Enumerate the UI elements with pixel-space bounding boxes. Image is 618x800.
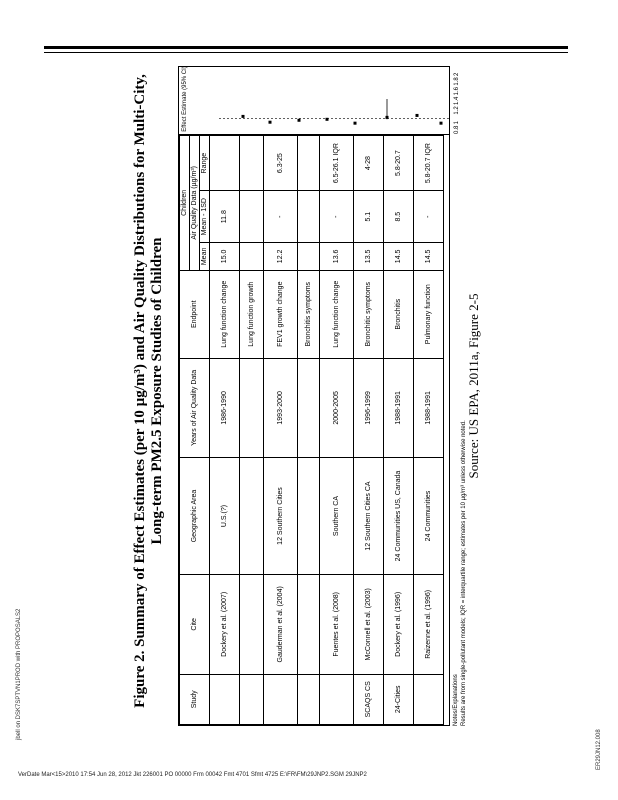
cell-study [210, 674, 240, 724]
cell-area: Southern CA [320, 457, 354, 574]
cell-study [414, 674, 444, 724]
axis-tick-label: 1.2 [454, 106, 460, 115]
table-row [384, 136, 414, 725]
cell-area: 12 Southern Cities [264, 457, 298, 574]
cell-area: 24 Communities US, Canada [384, 457, 414, 574]
col-children: Children [180, 136, 190, 271]
cell-years: 1996-1999 [354, 358, 384, 457]
table-row [354, 136, 384, 725]
cell-study [320, 674, 354, 724]
table-row [264, 136, 298, 725]
figure-table-box [178, 66, 450, 726]
point-estimate [440, 122, 443, 125]
cell-endpoint: FEV1 growth change [264, 270, 298, 358]
axis-tick-label: 1.6 [454, 87, 460, 96]
cell-mean-sd [298, 191, 320, 243]
cell-range: 4-28 [354, 136, 384, 191]
cell-endpoint: Pulmonary function [414, 270, 444, 358]
cell-endpoint: Lung function change [320, 270, 354, 358]
cell-mean-sd: - [414, 191, 444, 243]
point-estimate [354, 122, 357, 125]
table-row [210, 136, 240, 725]
table-row [240, 136, 264, 725]
cell-study [298, 674, 320, 724]
cell-cite: Fuentes et al. (2008) [320, 575, 354, 675]
cell-cite: Dockery et al. (1996) [384, 575, 414, 675]
cell-cite: Gauderman et al. (2004) [264, 575, 298, 675]
axis-tick-label: 0.8 [454, 125, 460, 134]
cell-study: SCAQS CS [354, 674, 384, 724]
source-line: Source: US EPA, 2011a, Figure 2-5 [466, 293, 481, 479]
cell-endpoint: Lung function growth [240, 270, 264, 358]
cell-mean: 13.5 [354, 243, 384, 271]
effect-table [179, 135, 444, 725]
side-note-right: ER29JN12.008 [596, 729, 602, 770]
cell-mean: 12.2 [264, 243, 298, 271]
side-note-left: jbell on DSK7SPTVN1PROD with PROPOSALS2 [16, 608, 22, 740]
figure-title: Figure 2. Summary of Effect Estimates (per 10 µg/m³) and Air Quality Distributions for Multi-City, Long-term PM2.5 Exposure Studies of Children [132, 74, 165, 708]
axis-tick-label: 1.4 [454, 96, 460, 105]
cell-area: 12 Southern Cities CA [354, 457, 384, 574]
cell-mean-sd: 11.8 [210, 191, 240, 243]
cell-mean [240, 243, 264, 271]
cell-study: 24-Cities [384, 674, 414, 724]
cell-mean: 13.6 [320, 243, 354, 271]
footnote-text: Results are from single-pollutant models; IQR = interquartile range; estimates per 10 µg/m³ unless otherwise noted. [461, 420, 467, 726]
cell-mean-sd: 5.1 [354, 191, 384, 243]
cell-area: U.S.(?) [210, 457, 240, 574]
cell-years [298, 358, 320, 457]
cell-years: 1988-1991 [414, 358, 444, 457]
cell-endpoint: Lung function change [210, 270, 240, 358]
col-endpoint: Endpoint [180, 270, 210, 358]
point-estimate [326, 118, 329, 121]
cell-study [264, 674, 298, 724]
cell-years: 1986-1990 [210, 358, 240, 457]
col-range: Range [200, 136, 210, 191]
col-mean: Mean [200, 243, 210, 271]
cell-range: 6.3-25 [264, 136, 298, 191]
rotated-figure [132, 46, 481, 726]
cell-endpoint: Bronchitis [384, 270, 414, 358]
col-area: Geographic Area [180, 457, 210, 574]
point-estimate [242, 115, 245, 118]
cell-mean: 14.5 [384, 243, 414, 271]
cell-range [240, 136, 264, 191]
cell-mean-sd [240, 191, 264, 243]
col-cite: Cite [180, 575, 210, 675]
cell-range: 5.8-20.7 IQR [414, 136, 444, 191]
col-aq: Air Quality Data (µg/m³) [190, 136, 200, 271]
cell-range: 5.8-20.7 [384, 136, 414, 191]
cell-years: 1993-2000 [264, 358, 298, 457]
cell-cite [240, 575, 264, 675]
point-estimate [269, 121, 272, 124]
col-study: Study [180, 674, 210, 724]
table-row [414, 136, 444, 725]
cell-area [298, 457, 320, 574]
cell-mean-sd: - [264, 191, 298, 243]
cell-endpoint: Bronchitic symptoms [354, 270, 384, 358]
cell-years: 1988-1991 [384, 358, 414, 457]
axis-tick-label: 1 [454, 121, 460, 125]
point-estimate [386, 116, 389, 119]
cell-range [210, 136, 240, 191]
forest-plot [179, 64, 449, 135]
cell-mean [298, 243, 320, 271]
cell-area: 24 Communities [414, 457, 444, 574]
cell-range [298, 136, 320, 191]
table-row [298, 136, 320, 725]
cell-study [240, 674, 264, 724]
cell-mean: 14.5 [414, 243, 444, 271]
footnote-label: Notes/Explanations [453, 674, 459, 726]
cell-cite: Raizenne et al. (1996) [414, 575, 444, 675]
table-row [320, 136, 354, 725]
cell-years: 2000-2005 [320, 358, 354, 457]
cell-mean-sd: 8.5 [384, 191, 414, 243]
axis-tick-label: 2 [454, 72, 460, 76]
forest-plot-svg [179, 64, 449, 134]
cell-cite: McConnell et al. (2003) [354, 575, 384, 675]
cell-cite: Dockery et al. (2007) [210, 575, 240, 675]
col-years: Years of Air Quality Data [180, 358, 210, 457]
cell-mean: 15.0 [210, 243, 240, 271]
axis-tick-label: 1.8 [454, 77, 460, 86]
forest-plot-header: Effect Estimate (95% CI) [182, 66, 188, 132]
cell-cite [298, 575, 320, 675]
col-mean-sd: Mean - 1SD [200, 191, 210, 243]
cell-endpoint: Bronchitis symptoms [298, 270, 320, 358]
cell-years [240, 358, 264, 457]
cell-mean-sd: - [320, 191, 354, 243]
cell-range: 6.5-26.1 IQR [320, 136, 354, 191]
page-footer: VerDate Mar<15>2010 17:54 Jun 28, 2012 Jkt 226001 PO 00000 Frm 00042 Fmt 4701 Sfmt 4725 E:\FR\FM\29JNP2.SGM 29JNP2 [18, 772, 367, 778]
point-estimate [298, 119, 301, 122]
point-estimate [416, 114, 419, 117]
cell-area [240, 457, 264, 574]
